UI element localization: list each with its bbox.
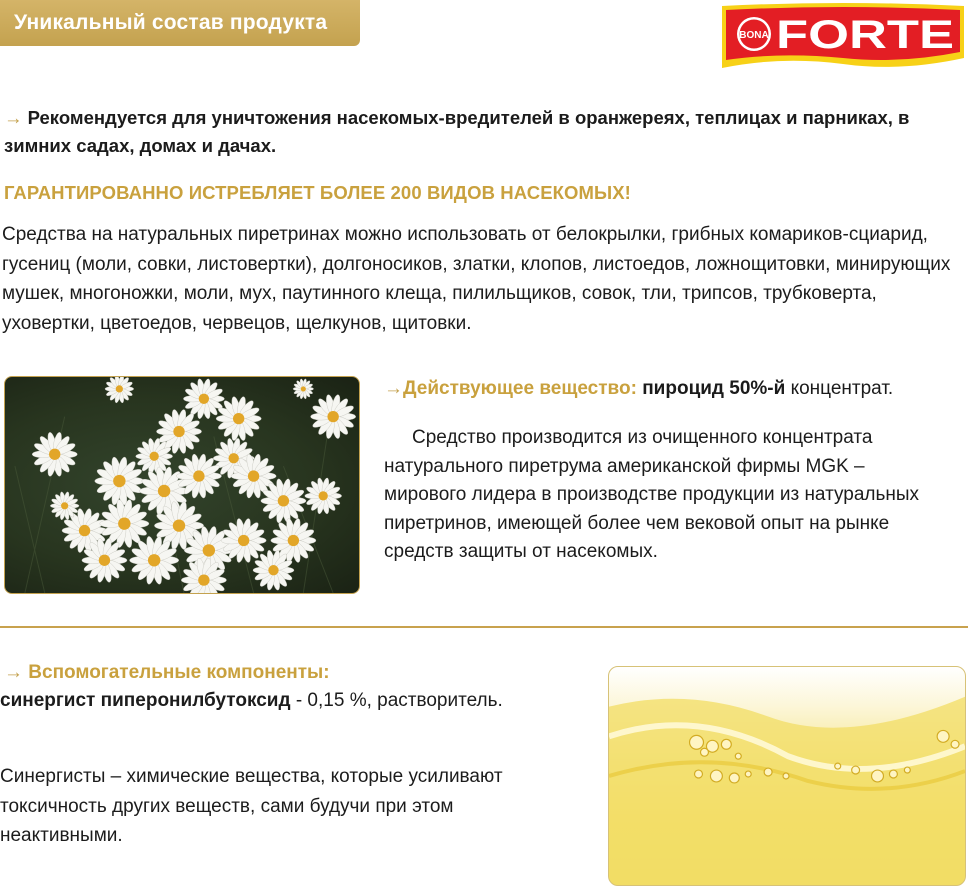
pests-paragraph: Средства на натуральных пиретринах можно использовать от белокрылки, грибных комариков-сциарид, гусениц (моли, совки, листовертки), долгоносиков, златки, клопов, листоедов, ложнощитовки, минирующих мушек, многоножки, моли, мух, паутинного клеща, пилильщиков, совок, тли, трипсов, трубковерта, уховертки, цветоедов, червецов, щелкунов, щитовки. <box>2 224 951 334</box>
active-description: Средство производится из очищенного концентрата натурального пиретрума американской фирмы MGK – мирового лидера в производстве продукции из натуральных пиретринов, имеющей более чем вековой опыт на рынке средств защиты от насекомых. <box>384 427 920 562</box>
section-divider <box>0 626 968 628</box>
synergist-name: синергист пиперонилбутоксид <box>0 690 291 711</box>
section-title-badge: Уникальный состав продукта <box>0 0 360 46</box>
bona-forte-logo <box>720 2 966 72</box>
arrow-icon: → <box>384 378 403 399</box>
active-ingredient-line <box>384 378 964 400</box>
intro-paragraph <box>4 104 964 160</box>
auxiliary-rest: - 0,15 %, растворитель. <box>290 690 503 711</box>
active-ingredient-value: пироцид 50%-й <box>642 378 786 399</box>
logo-bona-text: BONA <box>739 30 769 41</box>
synergist-description: Синергисты – химические вещества, которые усиливают токсичность других веществ, сами будучи при этом неактивными. <box>0 766 503 846</box>
oil-photo <box>608 666 966 886</box>
auxiliary-label: Вспомогательные компоненты: <box>28 662 330 683</box>
active-ingredient-label: Действующее вещество: <box>403 378 637 399</box>
guarantee-heading: ГАРАНТИРОВАННО ИСТРЕБЛЯЕТ БОЛЕЕ 200 ВИДОВ НАСЕКОМЫХ! <box>4 182 631 203</box>
arrow-icon: → <box>4 662 23 683</box>
logo-forte-text: FORTE <box>776 13 954 57</box>
active-ingredient-rest: концентрат. <box>790 378 894 399</box>
arrow-icon: → <box>4 107 23 128</box>
chamomile-photo <box>4 376 360 594</box>
intro-text: Рекомендуется для уничтожения насекомых-вредителей в оранжереях, теплицах и парниках, в зимних садах, домах и дачах. <box>4 107 910 156</box>
auxiliary-heading <box>4 662 330 684</box>
auxiliary-components <box>0 690 503 712</box>
